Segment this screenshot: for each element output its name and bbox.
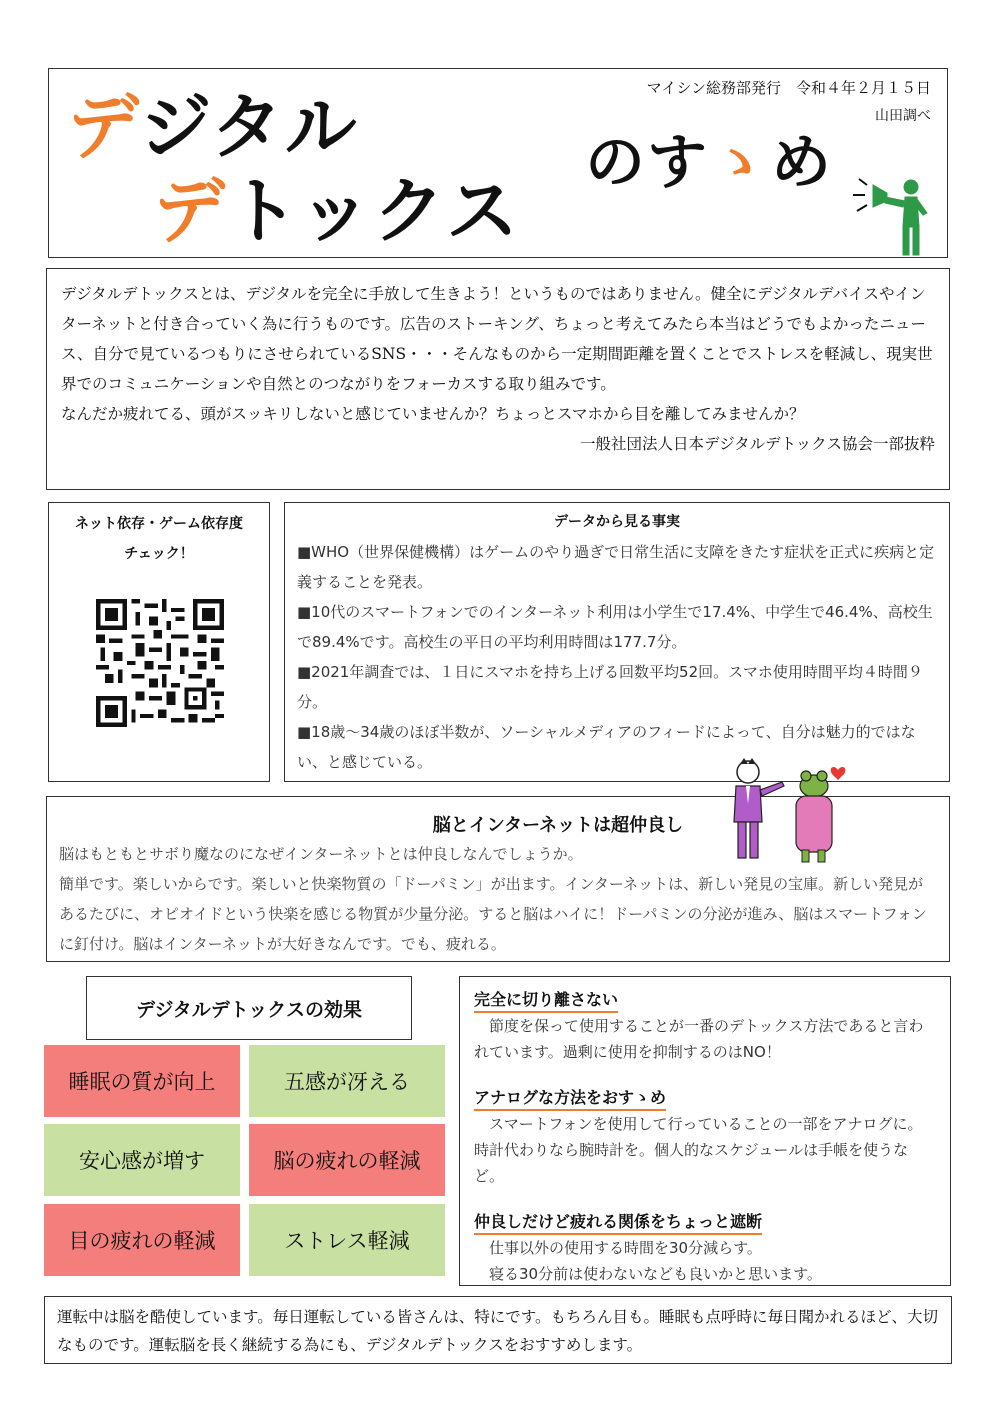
effect-item: ストレス軽減 — [249, 1204, 445, 1276]
megaphone-person-icon — [845, 177, 935, 257]
title-suffix-post: め — [771, 128, 833, 198]
effects-title: デジタルデトックスの効果 — [86, 976, 412, 1040]
tip-heading: 仲良しだけど疲れる関係をちょっと遮断 — [474, 1209, 762, 1235]
frog-figure-icon — [796, 767, 845, 862]
man-figure-icon — [734, 758, 784, 858]
intro-source: 一般社団法人日本デジタルデトックス協会一部抜粋 — [580, 435, 935, 453]
title-rest-1: ジタル — [139, 85, 359, 169]
effect-item: 睡眠の質が向上 — [44, 1045, 240, 1117]
qr-code-icon[interactable] — [96, 599, 224, 727]
researcher: 山田調べ — [875, 108, 931, 124]
fact-item: ■2021年調査では、１日にスマホを持ち上げる回数平均52回。スマホ使用時間平均４時間９分。 — [297, 663, 923, 711]
tip-body-2: 寝る30分前は使わないなども良いかと思います。 — [489, 1265, 822, 1283]
effect-item: 脳の疲れの軽減 — [249, 1124, 445, 1196]
facts-title: データから見る事実 — [554, 514, 680, 530]
brain-paragraph-1: 脳はもともとサボり魔なのになぜインターネットとは仲良しなんでしょうか。 — [59, 845, 583, 863]
fact-item: ■10代のスマートフォンでのインターネット利用は小学生で17.4%、中学生で46.4%、高校生で89.4%です。高校生の平日の平均利用時間は177.7分。 — [297, 603, 933, 651]
tip-body: 節度を保って使用することが一番のデトックス方法であると言われています。過剰に使用を抑制するのはNO！ — [474, 1017, 924, 1061]
fact-item: ■WHO（世界保健機構）はゲームのやり過ぎで日常生活に支障をきたす症状を正式に疾病と定義することを発表。 — [297, 543, 935, 591]
title-rest-2: トックス — [227, 169, 521, 253]
tip-heading: アナログな方法をおすゝめ — [474, 1085, 666, 1111]
intro-paragraph-1: デジタルデトックスとは、デジタルを完全に手放して生きよう！というものではありません。健全にデジタルデバイスやインターネットと付き合っていく為に行うものです。広告のストーキング、ちょっと考えてみたら本当はどうでもよかったニュース、自分で見ているつもりにさせられているSNS・・・そんなものから一定期間距離を置くことでストレスを軽減し、現実世界でのコミュニケーションや自然とのつながりをフォーカスする取り組みです。 — [61, 285, 933, 393]
effect-item: 目の疲れの軽減 — [44, 1204, 240, 1276]
effect-item: 五感が冴える — [249, 1045, 445, 1117]
header-box — [48, 68, 948, 258]
issuer-date: マイシン総務部発行 令和４年２月１５日 — [646, 79, 931, 97]
fact-item: ■18歳〜34歳のほぼ半数が、ソーシャルメディアのフィードによって、自分は魅力的ではない、と感じている。 — [297, 723, 916, 771]
intro-paragraph-2: なんだか疲れてる、頭がスッキリしないと感じていませんか？ちょっとスマホから目を離してみませんか？ — [61, 405, 805, 423]
tips-box — [459, 976, 951, 1286]
title-line-2 — [153, 153, 520, 257]
title-accent-1: デ — [67, 85, 140, 169]
tip-body: スマートフォンを使用して行っていることの一部をアナログに。時計代わりなら腕時計を。個人的なスケジュールは手帳を使うなど。 — [474, 1115, 923, 1185]
title-suffix-pre: のす — [585, 128, 709, 198]
qr-box — [48, 502, 270, 782]
effect-item: 安心感が増す — [44, 1124, 240, 1196]
qr-title-line-2: チェック！ — [124, 546, 194, 562]
intro-box — [46, 268, 950, 490]
title-suffix — [585, 115, 833, 201]
title-suffix-mark: ゝ — [709, 128, 771, 198]
footer-box — [44, 1296, 952, 1364]
brain-title: 脳とインターネットは超仲良し — [432, 815, 684, 836]
tip-body: 仕事以外の使用する時間を30分減らす。 — [489, 1239, 762, 1257]
footer-text: 運転中は脳を酷使しています。毎日運転している皆さんは、特にです。もちろん目も。睡眠も点呼時に毎日聞かれるほど、大切なものです。運転脳を長く継続する為にも、デジタルデトックスをおすすめします。 — [57, 1308, 939, 1354]
qr-title-line-1: ネット依存・ゲーム依存度 — [75, 516, 243, 532]
title-accent-2: デ — [153, 169, 228, 253]
tip-heading: 完全に切り離さない — [474, 987, 618, 1013]
brain-paragraph-2: 簡単です。楽しいからです。楽しいと快楽物質の「ドーパミン」が出ます。インターネットは、新しい発見の宝庫。新しい発見があるたびに、オピオイドという快楽を感じる物質が少量分泌。すると脳はハイに！ドーパミンの分泌が進み、脳はスマートフォンに釘付け。脳はインターネットが大好きなんです。でも、疲れる。 — [59, 875, 927, 953]
characters-illustration — [726, 756, 846, 866]
facts-box — [284, 502, 950, 782]
